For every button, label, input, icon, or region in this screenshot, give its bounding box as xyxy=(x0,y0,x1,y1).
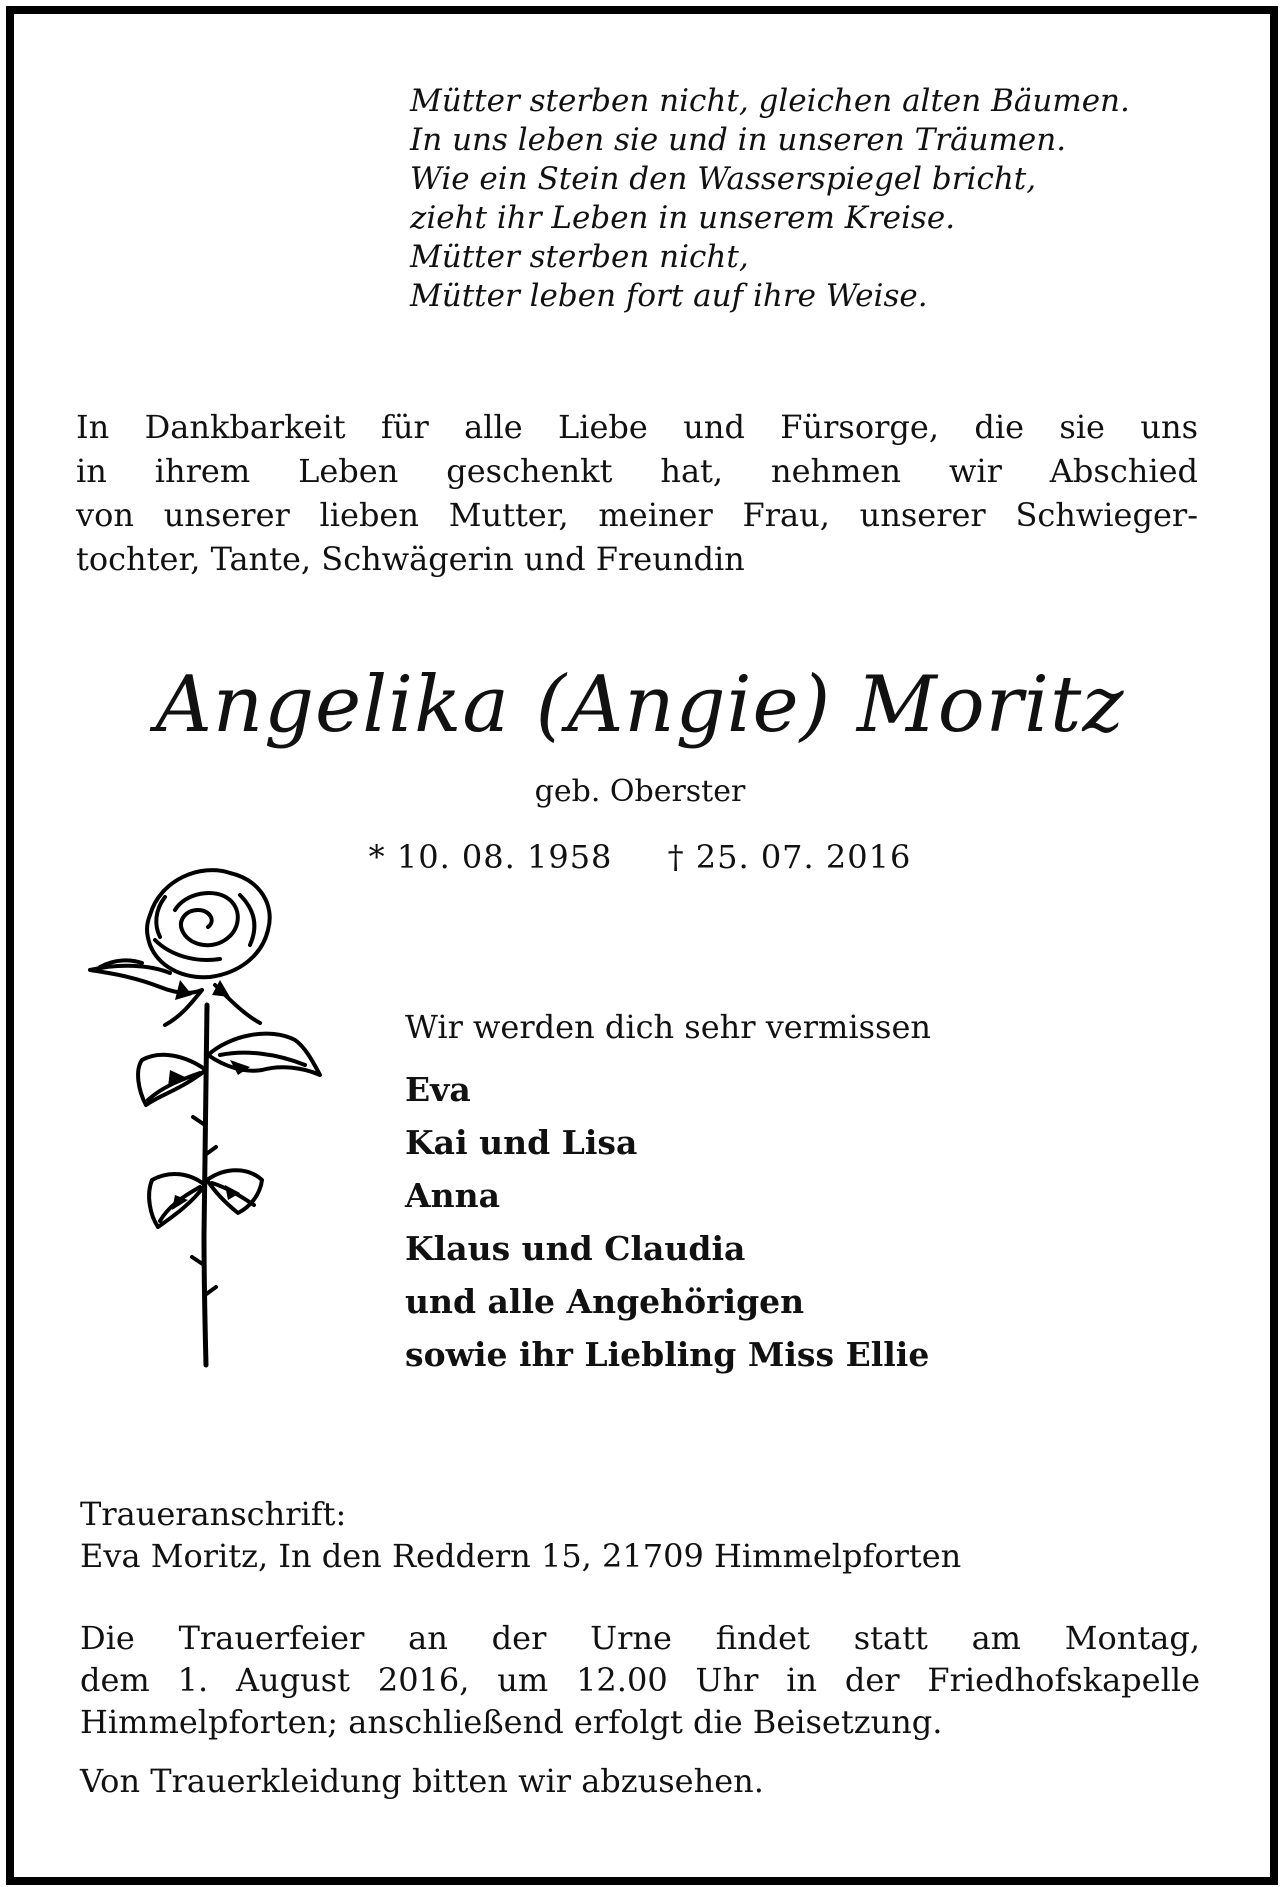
mourner-name: Anna xyxy=(405,1176,500,1215)
intro-line: In Dankbarkeit für alle Liebe und Fürsorge, die sie uns xyxy=(76,408,1198,446)
service-line: Himmelpforten; anschließend erfolgt die Beisetzung. xyxy=(80,1703,943,1741)
deceased-name: Angelika (Angie) Moritz xyxy=(155,660,1125,750)
poem xyxy=(410,82,1210,316)
mourner-list xyxy=(405,1063,929,1381)
intro-text xyxy=(76,405,1198,581)
service-line: Die Trauerfeier an der Urne findet statt am Montag, xyxy=(80,1619,1200,1657)
intro-line: in ihrem Leben geschenkt hat, nehmen wir Abschied xyxy=(76,452,1198,490)
service-info xyxy=(80,1617,1200,1743)
poem-line: Wie ein Stein den Wasserspiegel bricht, xyxy=(410,161,1037,197)
miss-you-message: Wir werden dich sehr vermissen xyxy=(405,1008,931,1046)
death-date: † 25. 07. 2016 xyxy=(667,838,912,876)
poem-line: Mütter leben fort auf ihre Weise. xyxy=(410,278,928,314)
service-line: dem 1. August 2016, um 12.00 Uhr in der Friedhofskapelle xyxy=(80,1661,1200,1699)
rose-illustration-icon xyxy=(80,855,330,1375)
intro-line: von unserer lieben Mutter, meiner Frau, unserer Schwieger- xyxy=(76,496,1198,534)
attire-note: Von Trauerkleidung bitten wir abzusehen. xyxy=(80,1762,764,1800)
born-name: geb. Oberster xyxy=(534,774,746,809)
mourner-name: und alle Angehörigen xyxy=(405,1282,805,1321)
intro-line: tochter, Tante, Schwägerin und Freundin xyxy=(76,540,745,578)
mourner-name: sowie ihr Liebling Miss Ellie xyxy=(405,1335,930,1374)
mourner-name: Klaus und Claudia xyxy=(405,1229,746,1268)
poem-line: Mütter sterben nicht, gleichen alten Bäumen. xyxy=(410,83,1130,119)
birth-date: * 10. 08. 1958 xyxy=(368,838,613,876)
address-value: Eva Moritz, In den Reddern 15, 21709 Himmelpforten xyxy=(80,1537,962,1575)
poem-line: zieht ihr Leben in unserem Kreise. xyxy=(410,200,956,236)
poem-line: In uns leben sie und in unseren Träumen. xyxy=(410,122,1067,158)
mourning-address xyxy=(80,1493,1200,1577)
mourner-name: Kai und Lisa xyxy=(405,1123,638,1162)
poem-line: Mütter sterben nicht, xyxy=(410,239,749,275)
address-label: Traueranschrift: xyxy=(80,1495,347,1533)
mourner-name: Eva xyxy=(405,1070,471,1109)
